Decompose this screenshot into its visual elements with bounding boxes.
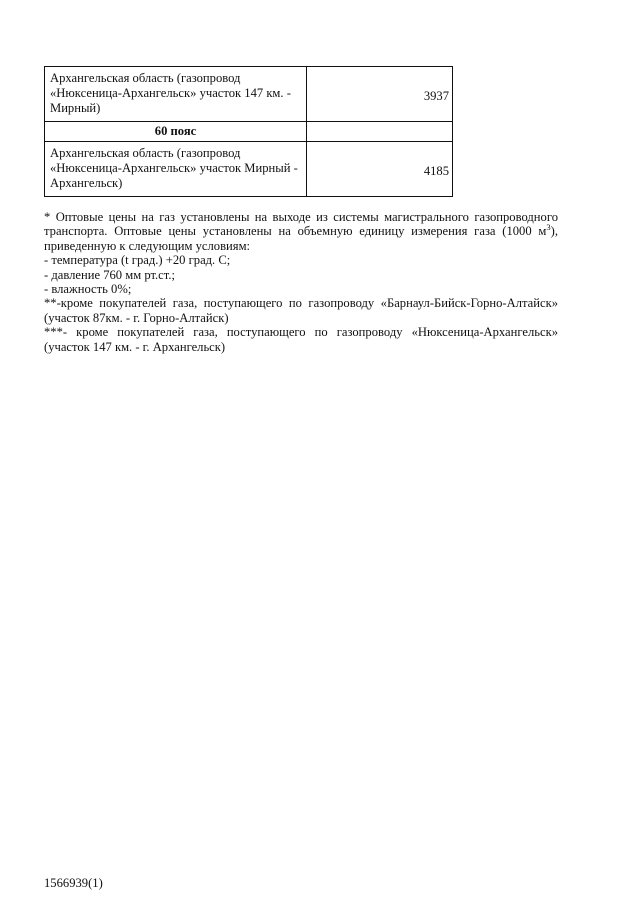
empty-cell <box>307 122 453 142</box>
footnote-triple-asterisk: ***- кроме покупателей газа, поступающего по газопроводу «Нюксеница-Архангельск» (участок 147 км. - г. Архангельск) <box>44 325 558 354</box>
condition-humidity: - влажность 0%; <box>44 282 132 297</box>
footnote-double-asterisk: **-кроме покупателей газа, поступающего по газопроводу «Барнаул-Бийск-Горно-Алтайск» (участок 87км. - г. Горно-Алтайск) <box>44 296 558 325</box>
superscript: 3 <box>546 222 551 233</box>
footnote-text: * Оптовые цены на газ установлены на выходе из системы магистрального газопроводного транспорта. Оптовые цены установлены на объемную единицу измерения газа (1000 м <box>44 210 558 239</box>
zone-heading: 60 пояс <box>45 122 307 142</box>
region-cell: Архангельская область (газопровод «Нюксеница-Архангельск» участок Мирный - Архангельск) <box>45 142 307 197</box>
table-row <box>45 142 453 197</box>
footnote-conditions <box>44 210 558 253</box>
price-cell: 3937 <box>307 67 453 122</box>
document-id: 1566939(1) <box>44 876 103 890</box>
footnote-text: ), приведенную к следующим условиям: <box>44 224 558 253</box>
region-cell: Архангельская область (газопровод «Нюксеница-Архангельск» участок 147 км. - Мирный) <box>45 67 307 122</box>
table-row <box>45 67 453 122</box>
condition-pressure: - давление 760 мм рт.ст.; <box>44 267 175 282</box>
price-cell: 4185 <box>307 142 453 197</box>
footnotes <box>44 210 558 354</box>
condition-temperature: - температура (t град.) +20 град. С; <box>44 253 231 268</box>
zone-row <box>45 122 453 142</box>
gas-price-table <box>44 66 453 197</box>
